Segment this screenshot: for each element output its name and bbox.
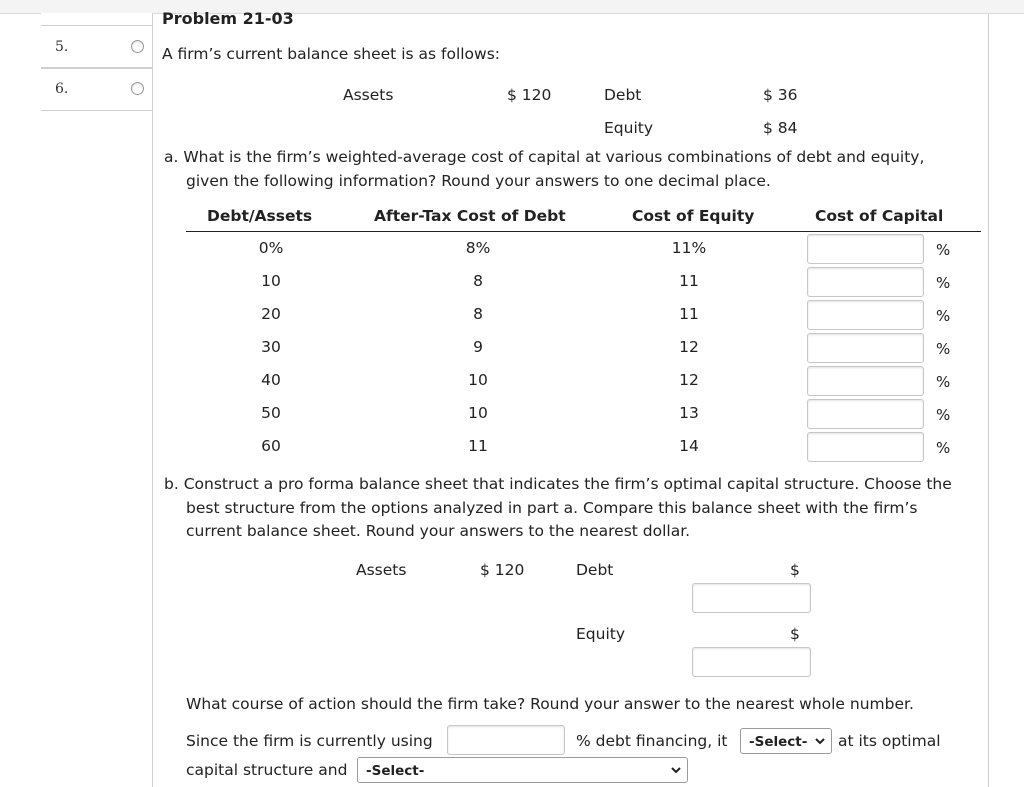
- debt-assets-cell: 40: [261, 371, 281, 389]
- cost-of-debt-cell: 10: [468, 371, 488, 389]
- part-b-question-line1: b. Construct a pro forma balance sheet that indicates the firm’s optimal capital structure. Choose the: [164, 475, 952, 493]
- percent-unit: %: [936, 439, 951, 457]
- cost-of-debt-cell: 10: [468, 404, 488, 422]
- cost-of-capital-input[interactable]: [807, 432, 924, 462]
- cost-of-equity-cell: 13: [679, 404, 699, 422]
- proforma-debt-currency: $: [790, 561, 800, 579]
- problem-title: Problem 21-03: [162, 9, 294, 28]
- percent-unit: %: [936, 307, 951, 325]
- proforma-debt-label: Debt: [576, 561, 614, 579]
- nav-radio-icon[interactable]: [131, 40, 144, 53]
- col-header-cost-of-equity: Cost of Equity: [632, 207, 755, 225]
- cost-of-equity-cell: 11: [679, 272, 699, 290]
- since-text: Since the firm is currently using: [186, 732, 433, 750]
- cost-of-capital-input[interactable]: [807, 333, 924, 363]
- current-debt-label: Debt: [604, 86, 642, 104]
- question-nav: [41, 13, 153, 787]
- part-a-question-line2: given the following information? Round your answers to one decimal place.: [186, 172, 771, 190]
- part-a-question-line1: a. What is the firm’s weighted-average cost of capital at various combinations of debt and equity,: [164, 148, 925, 166]
- table-header-rule: [186, 231, 981, 232]
- cost-of-capital-input[interactable]: [807, 399, 924, 429]
- cost-of-capital-input[interactable]: [807, 267, 924, 297]
- col-header-debt-assets: Debt/Assets: [207, 207, 313, 225]
- nav-item-5[interactable]: [41, 25, 152, 69]
- nav-item-number: 6.: [55, 81, 69, 97]
- percent-unit: %: [936, 373, 951, 391]
- part-b-question-line2: best structure from the options analyzed in part a. Compare this balance sheet with the firm’s: [186, 499, 918, 517]
- part-b-question-line3: current balance sheet. Round your answers to the nearest dollar.: [186, 522, 691, 540]
- cost-of-equity-cell: 11: [679, 305, 699, 323]
- proforma-debt-input[interactable]: [692, 583, 811, 613]
- cost-of-capital-input[interactable]: [807, 300, 924, 330]
- cost-of-equity-cell: 14: [679, 437, 699, 455]
- action-select-2[interactable]: [357, 757, 688, 783]
- proforma-assets-value: $ 120: [480, 561, 525, 579]
- current-assets-value: $ 120: [507, 86, 552, 104]
- cost-of-debt-cell: 11: [468, 437, 488, 455]
- cost-of-equity-cell: 12: [679, 338, 699, 356]
- cost-of-debt-cell: 8%: [465, 239, 491, 257]
- debt-assets-cell: 30: [261, 338, 281, 356]
- select-1-value: -Select-: [749, 734, 808, 750]
- top-toolbar-strip: [0, 0, 1024, 14]
- nav-item-number: 5.: [55, 39, 69, 55]
- debt-assets-cell: 10: [261, 272, 281, 290]
- problem-intro: A firm’s current balance sheet is as follows:: [162, 45, 501, 63]
- percent-unit: %: [936, 340, 951, 358]
- select-2-value: -Select-: [366, 763, 425, 779]
- proforma-equity-input[interactable]: [692, 647, 811, 677]
- col-header-cost-of-capital: Cost of Capital: [815, 207, 944, 225]
- current-equity-label: Equity: [604, 119, 654, 137]
- action-question: What course of action should the firm take? Round your answer to the nearest whole number.: [186, 695, 914, 713]
- percent-unit: %: [936, 241, 951, 259]
- current-assets-label: Assets: [343, 86, 394, 104]
- nav-item-6[interactable]: [41, 67, 152, 111]
- current-equity-value: $ 84: [763, 119, 798, 137]
- debt-assets-cell: 0%: [258, 239, 284, 257]
- debt-assets-cell: 60: [261, 437, 281, 455]
- percent-unit: %: [936, 406, 951, 424]
- proforma-assets-label: Assets: [356, 561, 407, 579]
- cost-of-capital-input[interactable]: [807, 234, 924, 264]
- debt-assets-cell: 50: [261, 404, 281, 422]
- current-debt-pct-input[interactable]: [447, 725, 565, 755]
- cost-of-debt-cell: 8: [473, 305, 483, 323]
- chevron-down-icon: [815, 736, 825, 746]
- proforma-equity-currency: $: [790, 625, 800, 643]
- cost-of-equity-cell: 12: [679, 371, 699, 389]
- debt-assets-cell: 20: [261, 305, 281, 323]
- cost-of-capital-input[interactable]: [807, 366, 924, 396]
- capital-structure-text: capital structure and: [186, 761, 348, 779]
- cost-of-debt-cell: 9: [473, 338, 483, 356]
- optimal-text: at its optimal: [838, 732, 941, 750]
- current-debt-value: $ 36: [763, 86, 798, 104]
- debt-financing-text: % debt financing, it: [576, 732, 728, 750]
- proforma-equity-label: Equity: [576, 625, 626, 643]
- col-header-cost-of-debt: After-Tax Cost of Debt: [374, 207, 566, 225]
- nav-radio-icon[interactable]: [131, 82, 144, 95]
- percent-unit: %: [936, 274, 951, 292]
- chevron-down-icon: [671, 765, 681, 775]
- action-select-1[interactable]: [740, 728, 832, 754]
- cost-of-equity-cell: 11%: [671, 239, 707, 257]
- cost-of-debt-cell: 8: [473, 272, 483, 290]
